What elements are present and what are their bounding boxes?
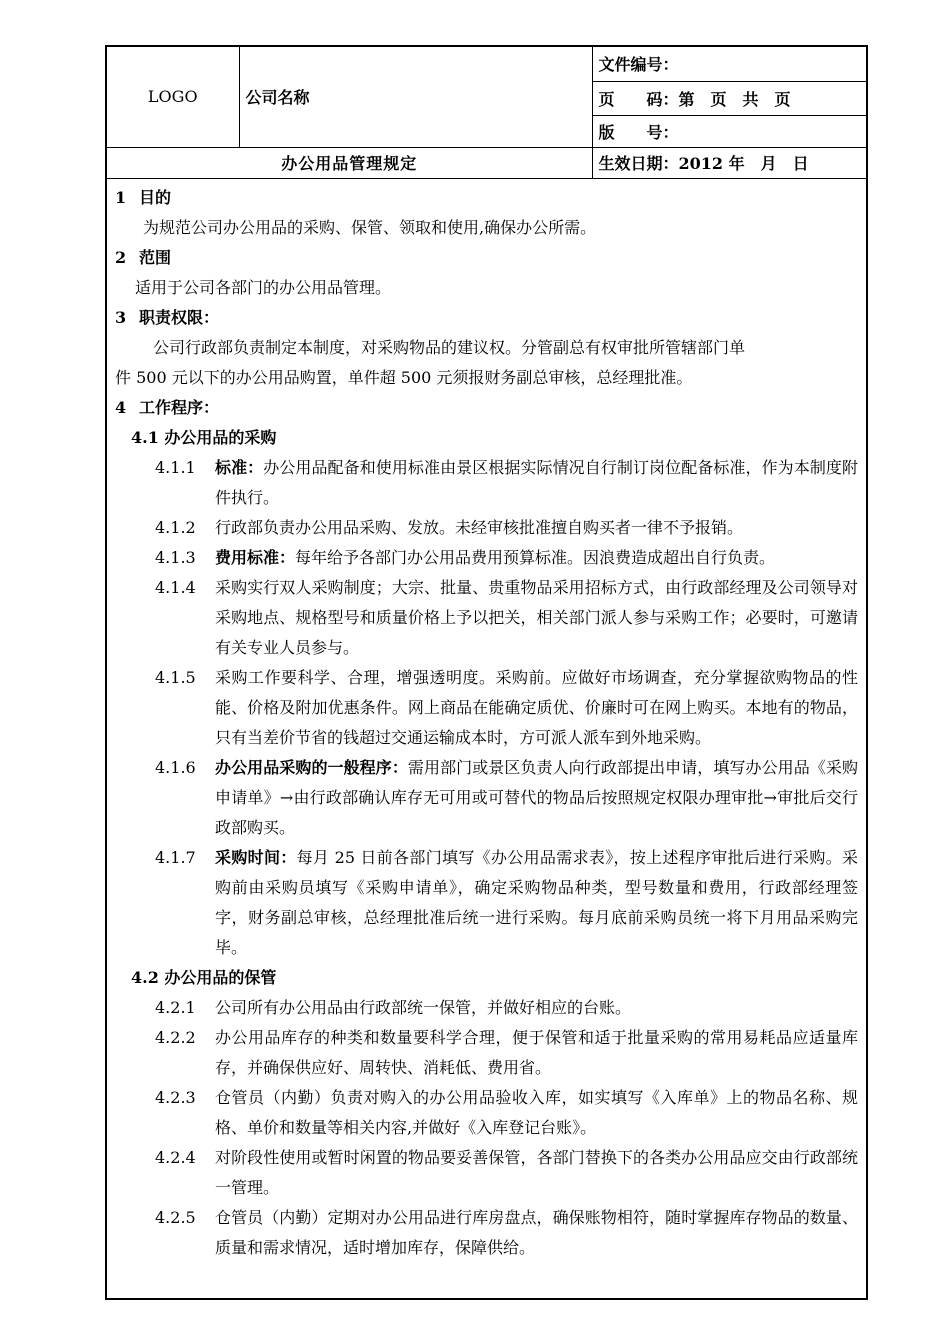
list-item: 4.2.4 对阶段性使用或暂时闲置的物品要妥善保管，各部门替换下的各类办公用品应交由行政部统一管理。 xyxy=(155,1148,858,1197)
document-body xyxy=(107,178,866,1263)
section-heading: 2 范围 xyxy=(115,248,172,267)
list-item: 4.2.5 仓管员（内勤）定期对办公用品进行库房盘点，确保账物相符，随时掌握库存物品的数量、质量和需求情况，适时增加库存，保障供给。 xyxy=(155,1208,858,1257)
list-item: 4.1.4 采购实行双人采购制度；大宗、批量、贵重物品采用招标方式，由行政部经理及公司领导对采购地点、规格型号和质量价格上予以把关，相关部门派人参与采购工作；必要时，可邀请有关专业人员参与。 xyxy=(155,578,858,657)
version: 版 号： xyxy=(592,115,866,147)
list-item: 4.1.3 费用标准：每年给予各部门办公用品费用预算标准。因浪费造成超出自行负责。 xyxy=(155,548,776,567)
section-text: 件 500 元以下的办公用品购置，单件超 500 元须报财务副总审核，总经理批准。 xyxy=(115,368,693,387)
list-item: 4.1.7 采购时间：每月 25 日前各部门填写《办公用品需求表》，按上述程序审批后进行采购。采购前由采购员填写《采购申请单》，确定采购物品种类，型号数量和费用，行政部经理签字，财务副总审核，总经理批准后统一进行采购。每月底前采购员统一将下月用品采购完毕。 xyxy=(155,848,858,957)
list-item: 4.2.2 办公用品库存的种类和数量要科学合理，便于保管和适于批量采购的常用易耗品应适量库存，并确保供应好、周转快、消耗低、费用省。 xyxy=(155,1028,858,1077)
section-heading: 3 职责权限： xyxy=(115,308,220,327)
list-item: 4.1.6 办公用品采购的一般程序：需用部门或景区负责人向行政部提出申请，填写办公用品《采购申请单》→由行政部确认库存无可用或可替代的物品后按照规定权限办理审批→审批后交行政部购买。 xyxy=(155,758,858,837)
doc-number: 文件编号： xyxy=(592,47,866,81)
section-heading: 4 工作程序： xyxy=(115,398,220,417)
document-title: 办公用品管理规定 xyxy=(107,147,592,178)
section-text: 公司行政部负责制定本制度，对采购物品的建议权。分管副总有权审批所管辖部门单 xyxy=(153,338,746,357)
section-text: 适用于公司各部门的办公用品管理。 xyxy=(135,278,392,297)
section-heading: 1 目的 xyxy=(115,188,172,207)
subsection-heading: 4.2 办公用品的保管 xyxy=(131,968,277,987)
list-item: 4.1.2 行政部负责办公用品采购、发放。未经审核批准擅自购买者一律不予报销。 xyxy=(155,518,744,537)
page-number: 页 码：第 页 共 页 xyxy=(592,81,866,115)
list-item: 4.1.5 采购工作要科学、合理，增强透明度。采购前。应做好市场调查，充分掌握欲购物品的性能、价格及附加优惠条件。网上商品在能确定质优、价廉时可在网上购买。本地有的物品，只有当差价节省的钱超过交通运输成本时，方可派人派车到外地采购。 xyxy=(155,668,858,747)
subsection-heading: 4.1 办公用品的采购 xyxy=(131,428,277,447)
document-frame xyxy=(105,45,868,1300)
company-name: 公司名称 xyxy=(239,47,592,147)
header-table xyxy=(107,47,866,179)
section-text: 为规范公司办公用品的采购、保管、领取和使用,确保办公所需。 xyxy=(143,218,597,237)
list-item: 4.1.1 标准：办公用品配备和使用标准由景区根据实际情况自行制订岗位配备标准，作为本制度附件执行。 xyxy=(155,458,858,507)
list-item: 4.2.3 仓管员（内勤）负责对购入的办公用品验收入库，如实填写《入库单》上的物品名称、规格、单价和数量等相关内容,并做好《入库登记台账》。 xyxy=(155,1088,858,1137)
logo: LOGO xyxy=(107,47,239,147)
list-item: 4.2.1 公司所有办公用品由行政部统一保管，并做好相应的台账。 xyxy=(155,998,632,1017)
effective-date: 生效日期：2012 年 月 日 xyxy=(592,147,866,178)
